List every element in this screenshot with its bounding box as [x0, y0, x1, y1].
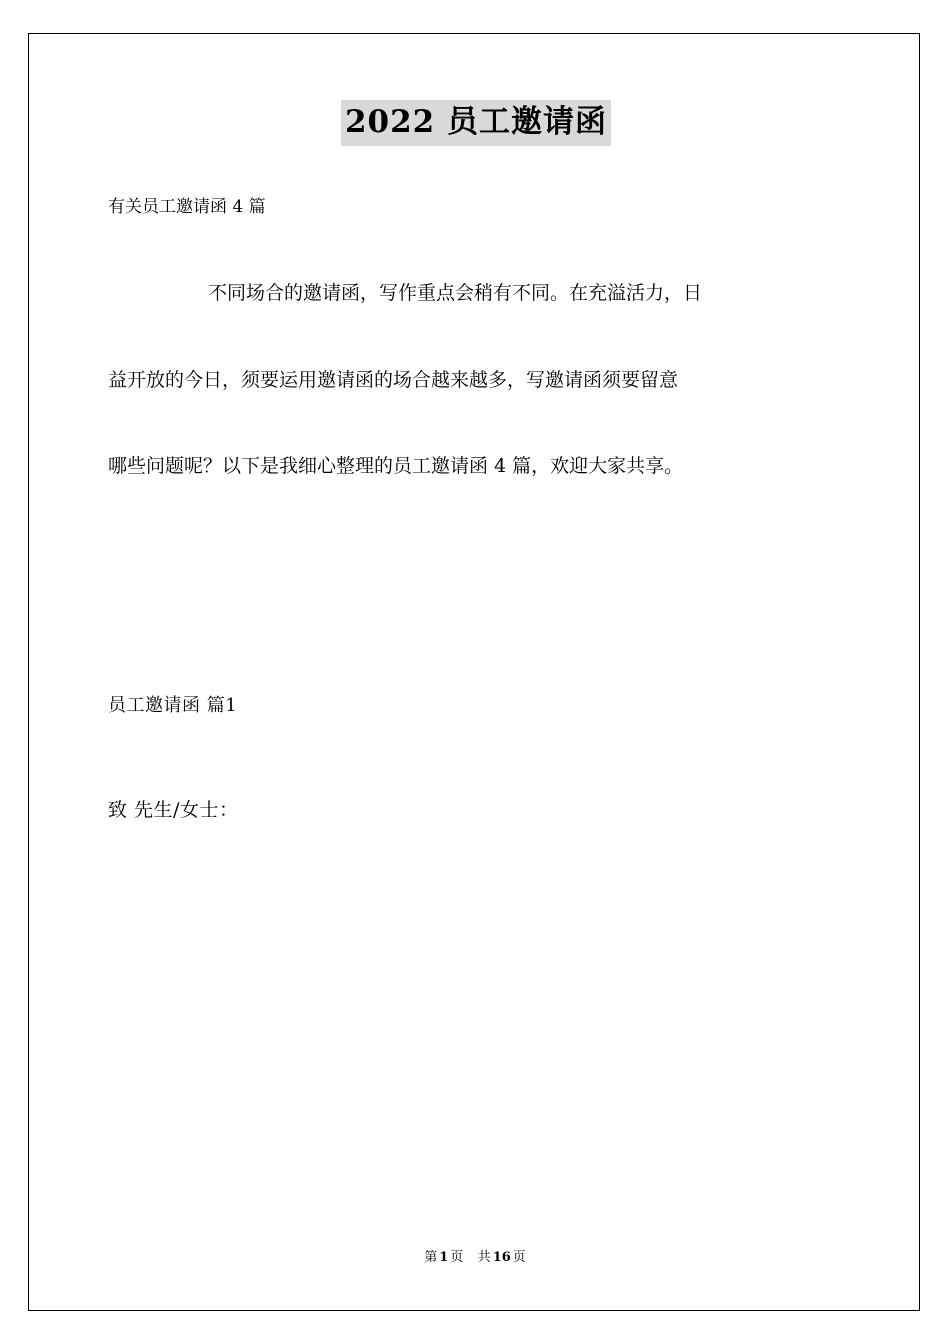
footer-total-pages: 16: [492, 1250, 511, 1265]
section-heading: 员工邀请函 篇1: [108, 695, 238, 717]
page-footer: [0, 1246, 950, 1265]
footer-total-unit: 页: [512, 1250, 526, 1265]
page-title: [108, 100, 844, 146]
intro-line-3: 哪些问题呢？以下是我细心整理的员工邀请函 4 篇，欢迎大家共享。: [108, 455, 684, 478]
page-title-text: 2022 员工邀请函: [341, 100, 611, 146]
document-content: [108, 100, 844, 822]
footer-page-unit: 页: [450, 1250, 464, 1265]
salutation-line: 致 先生/女士：: [108, 799, 239, 822]
intro-paragraph: [108, 281, 844, 479]
footer-separator: 共: [477, 1250, 491, 1265]
footer-current-page: 1: [439, 1250, 449, 1265]
footer-prefix: 第: [424, 1250, 438, 1265]
document-subtitle: 有关员工邀请函 4 篇: [108, 196, 266, 217]
intro-line-1: 不同场合的邀请函，写作重点会稍有不同。在充溢活力，日: [208, 282, 703, 305]
intro-line-2: 益开放的今日，须要运用邀请函的场合越来越多，写邀请函须要留意: [108, 368, 679, 391]
